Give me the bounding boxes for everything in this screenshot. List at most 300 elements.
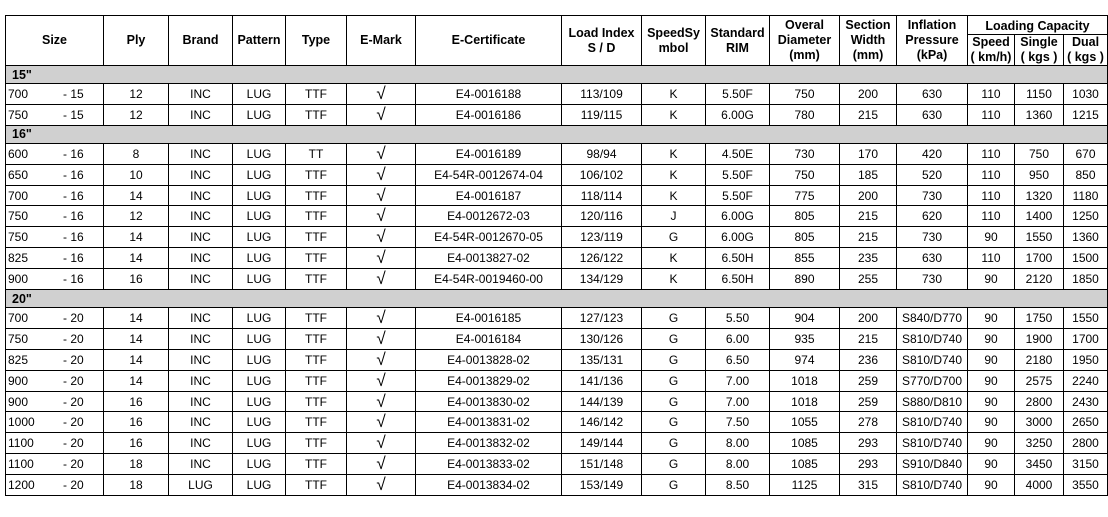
- cell-load: 151/148: [562, 454, 642, 475]
- checkmark-icon: √: [347, 308, 416, 329]
- cell-dual: 1700: [1064, 328, 1108, 349]
- group-header-row: [6, 290, 1108, 308]
- cell-load: 106/102: [562, 164, 642, 185]
- cell-cert: E4-0013833-02: [416, 454, 562, 475]
- cell-pressure: 730: [897, 185, 968, 206]
- col-overal-l2: Diameter: [777, 33, 832, 47]
- cell-rim: 6.50H: [706, 248, 770, 269]
- cell-type: TTF: [286, 206, 347, 227]
- checkmark-icon: √: [347, 391, 416, 412]
- size-width: 825: [8, 251, 29, 266]
- cell-pattern: LUG: [233, 328, 286, 349]
- cell-dia: 805: [770, 227, 840, 248]
- cell-load: 98/94: [562, 143, 642, 164]
- cell-size: [6, 433, 104, 454]
- size-width: 900: [8, 394, 29, 409]
- cell-dia: 750: [770, 84, 840, 105]
- cell-speed: 110: [968, 206, 1015, 227]
- cell-rim: 6.00G: [706, 206, 770, 227]
- cell-speed-sym: J: [642, 206, 706, 227]
- col-standard-rim: [706, 16, 770, 66]
- cell-load: 134/129: [562, 269, 642, 290]
- cell-size: [6, 269, 104, 290]
- cell-pattern: LUG: [233, 227, 286, 248]
- table-row: [6, 412, 1108, 433]
- cell-dual: 1250: [1064, 206, 1108, 227]
- cell-type: TTF: [286, 269, 347, 290]
- cell-speed: 110: [968, 248, 1015, 269]
- cell-dia: 730: [770, 143, 840, 164]
- size-width: 700: [8, 310, 29, 325]
- cell-size: [6, 143, 104, 164]
- size-width: 750: [8, 107, 29, 122]
- col-size: Size: [6, 16, 104, 66]
- cell-speed-sym: G: [642, 454, 706, 475]
- cell-single: 3000: [1015, 412, 1064, 433]
- cell-speed: 90: [968, 454, 1015, 475]
- cell-brand: INC: [169, 412, 233, 433]
- cell-speed: 90: [968, 308, 1015, 329]
- cell-ply: 8: [104, 143, 169, 164]
- col-lc-dual-l1: Dual: [1071, 35, 1100, 49]
- cell-speed: 110: [968, 143, 1015, 164]
- size-rim: - 16: [63, 209, 84, 224]
- cell-ply: 14: [104, 370, 169, 391]
- size-width: 600: [8, 146, 29, 161]
- cell-load: 130/126: [562, 328, 642, 349]
- size-rim: - 16: [63, 230, 84, 245]
- col-lc-single-l1: Single: [1020, 35, 1058, 49]
- cell-dual: 1215: [1064, 104, 1108, 125]
- cell-dual: 1850: [1064, 269, 1108, 290]
- cell-single: 3450: [1015, 454, 1064, 475]
- size-width: 1100: [8, 457, 34, 472]
- cell-rim: 6.00G: [706, 104, 770, 125]
- table-row: [6, 391, 1108, 412]
- cell-dual: 2650: [1064, 412, 1108, 433]
- table-row: [6, 308, 1108, 329]
- cell-size: [6, 185, 104, 206]
- cell-brand: LUG: [169, 475, 233, 496]
- cell-pressure: S910/D840: [897, 454, 968, 475]
- col-inflation-l3: (kPa): [916, 48, 948, 62]
- cell-load: 153/149: [562, 475, 642, 496]
- cell-dual: 1550: [1064, 308, 1108, 329]
- cell-size: [6, 104, 104, 125]
- cell-rim: 5.50F: [706, 164, 770, 185]
- cell-width: 278: [840, 412, 897, 433]
- cell-single: 1700: [1015, 248, 1064, 269]
- cell-dia: 974: [770, 349, 840, 370]
- size-width: 825: [8, 352, 29, 367]
- cell-width: 293: [840, 433, 897, 454]
- size-width: 650: [8, 167, 29, 182]
- cell-brand: INC: [169, 227, 233, 248]
- cell-cert: E4-0016188: [416, 84, 562, 105]
- cell-size: [6, 454, 104, 475]
- cell-type: TTF: [286, 370, 347, 391]
- cell-pressure: S810/D740: [897, 433, 968, 454]
- cell-load: 127/123: [562, 308, 642, 329]
- cell-speed-sym: K: [642, 269, 706, 290]
- cell-dia: 805: [770, 206, 840, 227]
- size-rim: - 15: [63, 107, 84, 122]
- cell-size: [6, 164, 104, 185]
- cell-cert: E4-54R-0019460-00: [416, 269, 562, 290]
- cell-ply: 12: [104, 84, 169, 105]
- cell-brand: INC: [169, 185, 233, 206]
- cell-cert: E4-54R-0012670-05: [416, 227, 562, 248]
- cell-dia: 1055: [770, 412, 840, 433]
- group-header-row: [6, 66, 1108, 84]
- cell-pressure: 730: [897, 227, 968, 248]
- cell-single: 950: [1015, 164, 1064, 185]
- cell-size: [6, 84, 104, 105]
- col-loading-capacity: Loading Capacity: [968, 16, 1108, 35]
- cell-type: TTF: [286, 475, 347, 496]
- cell-size: [6, 206, 104, 227]
- size-rim: - 16: [63, 272, 84, 287]
- cell-speed-sym: G: [642, 308, 706, 329]
- cell-width: 215: [840, 206, 897, 227]
- cell-rim: 6.50H: [706, 269, 770, 290]
- cell-rim: 7.50: [706, 412, 770, 433]
- cell-size: [6, 412, 104, 433]
- col-standard-rim-l2: RIM: [726, 40, 749, 55]
- cell-pressure: 420: [897, 143, 968, 164]
- cell-speed-sym: K: [642, 164, 706, 185]
- size-width: 900: [8, 272, 29, 287]
- cell-brand: INC: [169, 349, 233, 370]
- cell-brand: INC: [169, 370, 233, 391]
- cell-pattern: LUG: [233, 206, 286, 227]
- checkmark-icon: √: [347, 370, 416, 391]
- group-label: 16": [6, 125, 1108, 143]
- cell-pattern: LUG: [233, 143, 286, 164]
- cell-pattern: LUG: [233, 433, 286, 454]
- col-brand: Brand: [169, 16, 233, 66]
- cell-speed: 90: [968, 433, 1015, 454]
- col-lc-dual-l2: ( kgs ): [1067, 50, 1104, 64]
- cell-type: TT: [286, 143, 347, 164]
- cell-ply: 14: [104, 349, 169, 370]
- cell-type: TTF: [286, 308, 347, 329]
- cell-speed: 110: [968, 84, 1015, 105]
- cell-load: 149/144: [562, 433, 642, 454]
- cell-load: 113/109: [562, 84, 642, 105]
- cell-pressure: S840/D770: [897, 308, 968, 329]
- table-row: [6, 433, 1108, 454]
- cell-type: TTF: [286, 328, 347, 349]
- cell-type: TTF: [286, 248, 347, 269]
- table-row: [6, 84, 1108, 105]
- cell-speed-sym: G: [642, 391, 706, 412]
- cell-single: 750: [1015, 143, 1064, 164]
- cell-pattern: LUG: [233, 370, 286, 391]
- cell-size: [6, 227, 104, 248]
- cell-type: TTF: [286, 433, 347, 454]
- size-width: 1000: [8, 415, 35, 430]
- size-rim: - 20: [63, 457, 84, 472]
- cell-ply: 16: [104, 433, 169, 454]
- cell-width: 215: [840, 104, 897, 125]
- col-lc-single: [1015, 35, 1064, 66]
- table-row: [6, 227, 1108, 248]
- cell-width: 259: [840, 391, 897, 412]
- cell-pattern: LUG: [233, 349, 286, 370]
- col-lc-single-l2: ( kgs ): [1020, 50, 1058, 64]
- cell-dual: 1180: [1064, 185, 1108, 206]
- size-width: 1100: [8, 436, 34, 451]
- table-row: [6, 206, 1108, 227]
- table-row: [6, 164, 1108, 185]
- col-lc-speed: [968, 35, 1015, 66]
- col-speed-symbol: [642, 16, 706, 66]
- cell-size: [6, 370, 104, 391]
- cell-cert: E4-0013828-02: [416, 349, 562, 370]
- checkmark-icon: √: [347, 206, 416, 227]
- cell-ply: 16: [104, 269, 169, 290]
- cell-dia: 1125: [770, 475, 840, 496]
- size-rim: - 16: [63, 167, 84, 182]
- group-label: 15": [6, 66, 1108, 84]
- size-width: 750: [8, 209, 29, 224]
- cell-pattern: LUG: [233, 269, 286, 290]
- cell-load: 135/131: [562, 349, 642, 370]
- table-row: [6, 104, 1108, 125]
- col-section-l1: Section: [845, 18, 891, 32]
- cell-width: 315: [840, 475, 897, 496]
- cell-cert: E4-0013831-02: [416, 412, 562, 433]
- col-section-width: [840, 16, 897, 66]
- table-row: [6, 185, 1108, 206]
- cell-dual: 3550: [1064, 475, 1108, 496]
- cell-rim: 8.50: [706, 475, 770, 496]
- cell-cert: E4-54R-0012674-04: [416, 164, 562, 185]
- cell-width: 200: [840, 185, 897, 206]
- cell-type: TTF: [286, 84, 347, 105]
- col-speed-symbol-l2: mbol: [658, 40, 689, 55]
- cell-dual: 2800: [1064, 433, 1108, 454]
- table-row: [6, 454, 1108, 475]
- cell-speed-sym: K: [642, 104, 706, 125]
- cell-pattern: LUG: [233, 412, 286, 433]
- cell-single: 2575: [1015, 370, 1064, 391]
- col-inflation-l1: Inflation: [907, 18, 957, 32]
- cell-load: 141/136: [562, 370, 642, 391]
- cell-size: [6, 328, 104, 349]
- size-rim: - 20: [63, 310, 84, 325]
- table-row: [6, 248, 1108, 269]
- cell-rim: 6.50: [706, 349, 770, 370]
- cell-pressure: S810/D740: [897, 349, 968, 370]
- cell-dual: 2240: [1064, 370, 1108, 391]
- cell-ply: 14: [104, 308, 169, 329]
- cell-speed-sym: G: [642, 227, 706, 248]
- cell-dual: 670: [1064, 143, 1108, 164]
- cell-width: 236: [840, 349, 897, 370]
- cell-rim: 7.00: [706, 370, 770, 391]
- col-standard-rim-l1: Standard: [710, 25, 765, 40]
- tire-spec-table-wrapper: [5, 15, 1108, 496]
- checkmark-icon: √: [347, 104, 416, 125]
- checkmark-icon: √: [347, 475, 416, 496]
- cell-single: 1320: [1015, 185, 1064, 206]
- size-width: 700: [8, 188, 29, 203]
- cell-single: 1750: [1015, 308, 1064, 329]
- cell-brand: INC: [169, 433, 233, 454]
- cell-pattern: LUG: [233, 308, 286, 329]
- cell-speed: 110: [968, 185, 1015, 206]
- cell-brand: INC: [169, 104, 233, 125]
- cell-type: TTF: [286, 164, 347, 185]
- cell-brand: INC: [169, 454, 233, 475]
- checkmark-icon: √: [347, 454, 416, 475]
- col-section-l3: (mm): [852, 48, 884, 62]
- cell-speed: 90: [968, 475, 1015, 496]
- group-header-row: [6, 125, 1108, 143]
- cell-type: TTF: [286, 412, 347, 433]
- checkmark-icon: √: [347, 248, 416, 269]
- cell-rim: 5.50F: [706, 185, 770, 206]
- cell-cert: E4-0016184: [416, 328, 562, 349]
- size-width: 750: [8, 230, 29, 245]
- cell-pressure: S770/D700: [897, 370, 968, 391]
- cell-dia: 1085: [770, 454, 840, 475]
- size-rim: - 20: [63, 373, 84, 388]
- checkmark-icon: √: [347, 269, 416, 290]
- cell-rim: 5.50: [706, 308, 770, 329]
- cell-speed-sym: K: [642, 248, 706, 269]
- cell-single: 2120: [1015, 269, 1064, 290]
- size-rim: - 20: [63, 478, 84, 493]
- cell-cert: E4-0012672-03: [416, 206, 562, 227]
- cell-pressure: S810/D740: [897, 475, 968, 496]
- cell-speed-sym: G: [642, 328, 706, 349]
- table-row: [6, 475, 1108, 496]
- cell-width: 185: [840, 164, 897, 185]
- size-rim: - 20: [63, 415, 84, 430]
- cell-speed-sym: G: [642, 412, 706, 433]
- col-load-index-l1: Load Index: [568, 25, 635, 40]
- col-inflation-l2: Pressure: [905, 33, 959, 47]
- cell-single: 1150: [1015, 84, 1064, 105]
- size-rim: - 15: [63, 86, 84, 101]
- cell-load: 123/119: [562, 227, 642, 248]
- cell-rim: 8.00: [706, 454, 770, 475]
- cell-dual: 1360: [1064, 227, 1108, 248]
- cell-pattern: LUG: [233, 475, 286, 496]
- cell-pattern: LUG: [233, 391, 286, 412]
- cell-speed-sym: K: [642, 143, 706, 164]
- cell-speed: 90: [968, 328, 1015, 349]
- cell-width: 293: [840, 454, 897, 475]
- col-overal-l1: Overal: [785, 18, 824, 32]
- cell-cert: E4-0013830-02: [416, 391, 562, 412]
- cell-dual: 2430: [1064, 391, 1108, 412]
- cell-type: TTF: [286, 349, 347, 370]
- cell-type: TTF: [286, 227, 347, 248]
- col-emark: E-Mark: [347, 16, 416, 66]
- group-label: 20": [6, 290, 1108, 308]
- cell-pressure: S810/D740: [897, 412, 968, 433]
- cell-speed-sym: G: [642, 370, 706, 391]
- cell-width: 200: [840, 308, 897, 329]
- checkmark-icon: √: [347, 84, 416, 105]
- cell-speed: 90: [968, 391, 1015, 412]
- cell-dual: 1500: [1064, 248, 1108, 269]
- cell-brand: INC: [169, 84, 233, 105]
- size-rim: - 20: [63, 352, 84, 367]
- cell-ply: 14: [104, 185, 169, 206]
- cell-dual: 3150: [1064, 454, 1108, 475]
- cell-brand: INC: [169, 308, 233, 329]
- size-rim: - 20: [63, 394, 84, 409]
- cell-pattern: LUG: [233, 248, 286, 269]
- cell-dia: 780: [770, 104, 840, 125]
- cell-load: 126/122: [562, 248, 642, 269]
- cell-single: 1360: [1015, 104, 1064, 125]
- cell-rim: 6.00: [706, 328, 770, 349]
- cell-pattern: LUG: [233, 164, 286, 185]
- cell-speed: 110: [968, 104, 1015, 125]
- cell-brand: INC: [169, 328, 233, 349]
- col-load-index: [562, 16, 642, 66]
- cell-dia: 935: [770, 328, 840, 349]
- cell-speed-sym: K: [642, 84, 706, 105]
- cell-dia: 775: [770, 185, 840, 206]
- cell-ply: 18: [104, 454, 169, 475]
- tire-spec-table: [5, 15, 1108, 496]
- cell-size: [6, 391, 104, 412]
- cell-dia: 855: [770, 248, 840, 269]
- col-overal-l3: (mm): [789, 48, 820, 62]
- cell-load: 146/142: [562, 412, 642, 433]
- cell-width: 235: [840, 248, 897, 269]
- col-section-l2: Width: [850, 33, 886, 47]
- cell-dia: 890: [770, 269, 840, 290]
- col-ecert: E-Certificate: [416, 16, 562, 66]
- cell-ply: 12: [104, 104, 169, 125]
- cell-single: 2180: [1015, 349, 1064, 370]
- cell-pressure: 520: [897, 164, 968, 185]
- cell-cert: E4-0013829-02: [416, 370, 562, 391]
- size-rim: - 16: [63, 146, 84, 161]
- cell-single: 1550: [1015, 227, 1064, 248]
- cell-rim: 7.00: [706, 391, 770, 412]
- cell-dual: 1950: [1064, 349, 1108, 370]
- checkmark-icon: √: [347, 185, 416, 206]
- cell-speed-sym: G: [642, 433, 706, 454]
- cell-brand: INC: [169, 391, 233, 412]
- cell-cert: E4-0013832-02: [416, 433, 562, 454]
- cell-type: TTF: [286, 185, 347, 206]
- cell-pattern: LUG: [233, 185, 286, 206]
- cell-ply: 12: [104, 206, 169, 227]
- checkmark-icon: √: [347, 328, 416, 349]
- cell-size: [6, 475, 104, 496]
- table-row: [6, 349, 1108, 370]
- cell-width: 200: [840, 84, 897, 105]
- size-rim: - 16: [63, 188, 84, 203]
- cell-rim: 4.50E: [706, 143, 770, 164]
- cell-pattern: LUG: [233, 84, 286, 105]
- table-body: [6, 66, 1108, 496]
- cell-rim: 8.00: [706, 433, 770, 454]
- cell-speed: 90: [968, 349, 1015, 370]
- cell-type: TTF: [286, 391, 347, 412]
- cell-dual: 850: [1064, 164, 1108, 185]
